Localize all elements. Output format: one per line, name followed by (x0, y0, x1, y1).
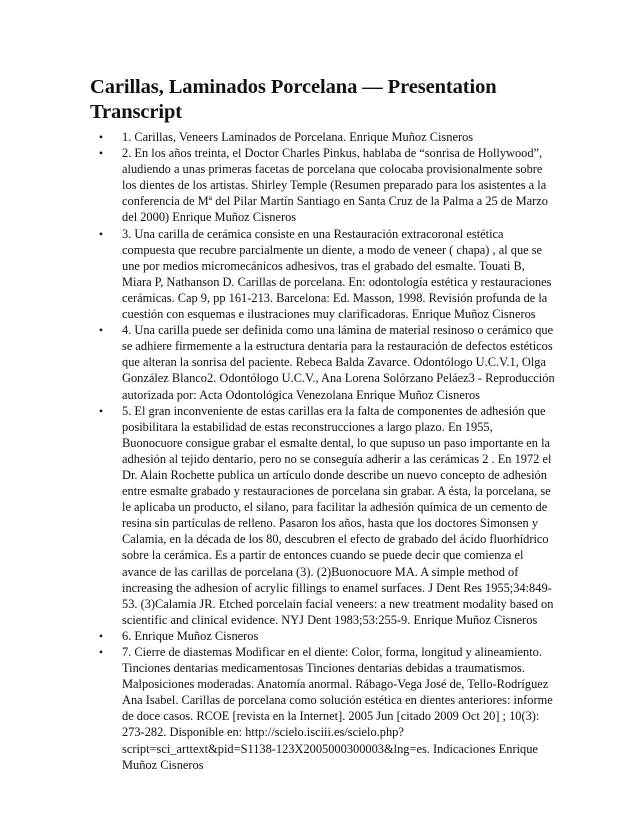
list-item-text: 6. Enrique Muñoz Cisneros (122, 628, 259, 643)
list-item-text: 4. Una carilla puede ser definida como una lámina de material resinoso o cerámico que se adhiere firmemente a la estructura dentaria para la restauración de defectos estéticos que alteran la sonrisa del paciente. Rebeca Balda Zavarce. Odontólogo U.C.V.1, Olga González Blanco2. Odontólogo U.C.V., Ana Lorena Solórzano Peláez3 - Reproducción autorizada por: Acta Odontológica Venezolana Enrique Muñoz Cisneros (122, 323, 555, 402)
bullet-icon: • (98, 403, 104, 418)
list-item-text: 7. Cierre de diastemas Modificar en el diente: Color, forma, longitud y alineamiento. Tinciones dentarias medicamentosas Tinciones dentarias debidas a traumatismos. Malposiciones moderadas. Anatomía anormal. Rábago-Vega José de, Tello-Rodríguez Ana Isabel. Carillas de porcelana como solución estética en dientes anteriores: informe de doce casos. RCOE [revista en la Internet]. 2005 Jun [citado 2009 Oct 20] ; 10(3): 273-282. Disponible en: http://scielo.isciii.es/scielo.php?script=sci_arttext&pid=S1138-123X2005000300003&lng=es. Indicaciones Enrique Muñoz Cisneros (122, 645, 553, 772)
bullet-icon: • (98, 323, 104, 338)
bullet-icon: • (98, 628, 104, 643)
list-item (96, 226, 556, 323)
bullet-icon: • (98, 226, 104, 241)
list-item-text: 5. El gran inconveniente de estas carillas era la falta de componentes de adhesión que posibilitara la estabilidad de estas reconstrucciones a largo plazo. En 1955, Buonocuore consigue grabar el esmalte dental, lo que supuso un paso importante en la adhesión al tejido dentario, pero no se conseguía adherir a las cerámicas 2 . En 1972 el Dr. Alain Rochette publica un artículo donde describe un nuevo concepto de adhesión entre esmalte grabado y restauraciones de porcelana sin grabar. A ésta, la porcelana, se le aplicaba un producto, el silano, para facilitar la adhesión química de un cemento de resina sin partículas de relleno. Pasaron los años, hasta que los doctores Simonsen y Calamia, en la década de los 80, descubren el efecto de grabado del ácido fluorhídrico sobre la cerámica. Es a partir de entonces cuando se puede decir que comienza el avance de las carillas de porcelana (3). (2)Buonocuore MA. A simple method of increasing the adhesion of acrylic fillings to enamel surfaces. J Dent Res 1955;34:849-53. (3)Calamia JR. Etched porcelain facial veneers: a new treatment modality based on scientific and clinical evidence. NYJ Dent 1983;53:255-9. Enrique Muñoz Cisneros (122, 403, 554, 627)
list-item-text: 3. Una carilla de cerámica consiste en una Restauración extracoronal estética compuesta que recubre parcialmente un diente, a modo de veneer ( chapa) , al que se une por medios micromecánicos adhesivos, tras el grabado del esmalte. Touati B, Miara P, Nathanson D. Carillas de porcelana. En: odontología estética y restauraciones cerámicas. Cap 9, pp 161-213. Barcelona: Ed. Masson, 1998. Revisión profunda de la cuestión con esquemas e ilustraciones muy clarificadoras. Enrique Muñoz Cisneros (122, 226, 552, 322)
list-item (96, 628, 556, 644)
bullet-icon: • (98, 645, 104, 659)
list-item-text: 2. En los años treinta, el Doctor Charles Pinkus, hablaba de “sonrisa de Hollywood”, aludiendo a unas primeras facetas de porcelana que colocaba provisionalmente sobre los dientes de los artistas. Shirley Temple (Resumen preparado para los asistentes a la conferencia de Mª del Pilar Martín Santiago en Santa Cruz de la Palma a 25 de Marzo del 2000) Enrique Muñoz Cisneros (122, 146, 548, 225)
bullet-icon: • (98, 146, 104, 161)
page-title: Carillas, Laminados Porcelana — Presentation Transcript (90, 76, 497, 123)
list-item (96, 322, 556, 402)
list-item (96, 403, 556, 628)
list-item (96, 145, 556, 225)
list-item (96, 644, 556, 773)
bullet-icon: • (98, 130, 104, 144)
list-item-text: 1. Carillas, Veneers Laminados de Porcelana. Enrique Muñoz Cisneros (122, 130, 474, 144)
list-item (96, 129, 556, 145)
transcript-list (96, 129, 556, 773)
